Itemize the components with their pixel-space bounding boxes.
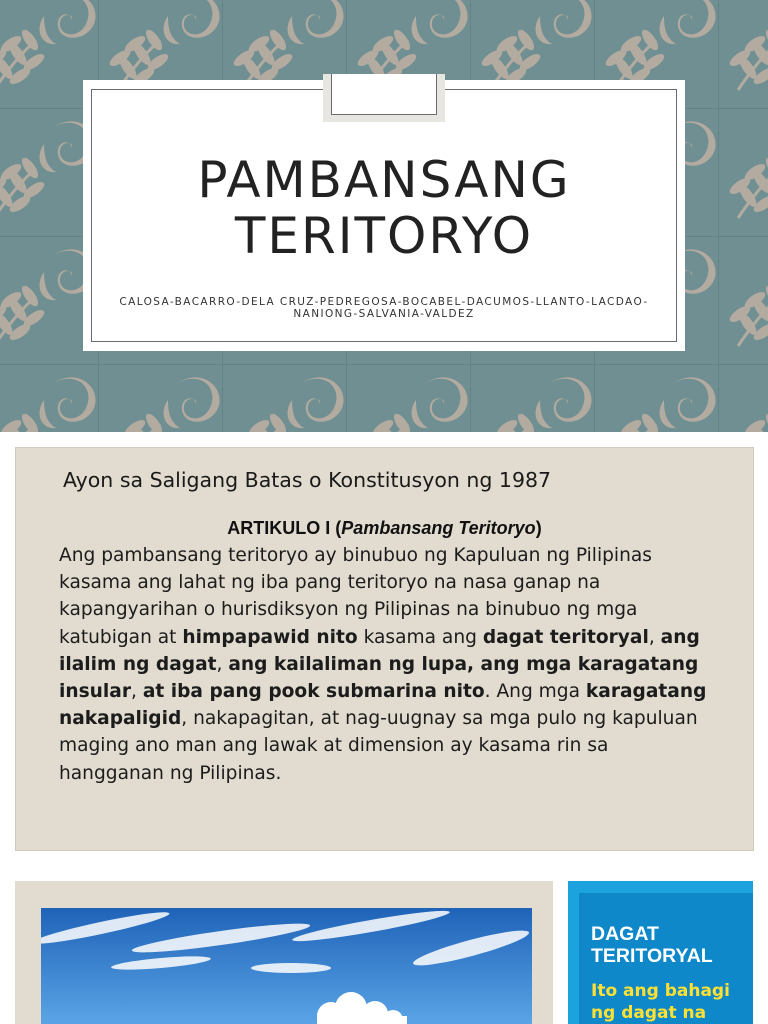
title-card-tab — [323, 74, 445, 122]
slide-title-line1: PAMBANSANG — [197, 151, 571, 209]
title-card-tab-inner — [331, 74, 437, 115]
article-body-bold-segment: ang kailaliman ng lupa, ang mga karagatang insular — [59, 653, 699, 703]
sky-clouds-image — [41, 908, 532, 1024]
constitution-slide — [15, 447, 754, 851]
dagat-teritoryal-text: Ito ang bahagi ng dagat na — [591, 981, 730, 1023]
article-title — [16, 518, 753, 539]
dagat-teritoryal-title — [591, 923, 751, 967]
dagat-teritoryal-title-line2: TERITORYAL — [591, 945, 713, 967]
authors-subtitle: CALOSA-BACARRO-DELA CRUZ-PEDREGOSA-BOCABEL-DACUMOS-LLANTO-LACDAO-NANIONG-SALVANIA-VALDEZ — [119, 296, 649, 320]
sky-photo — [41, 908, 532, 1024]
article-body-segment: , — [131, 681, 143, 703]
article-body-segment: kasama ang — [357, 626, 483, 648]
article-body-segment: , nakapagitan, at nag-uugnay sa mga pulo ng kapuluan maging ano man ang lawak at dimension ay kasama rin sa hangganan ng Pilipinas. — [59, 708, 698, 784]
article-body-bold-segment: himpapawid nito — [182, 626, 358, 648]
article-body-segment: Ang pambansang teritoryo ay binubuo ng Kapuluan ng Pilipinas kasama ang lahat ng iba pang teritoryo na nasa ganap na kapangyarihan o hurisdiksyon ng Pilipinas na binubuo ng mga katubigan at — [59, 545, 652, 648]
article-body-bold-segment: dagat teritoryal — [482, 626, 649, 648]
constitution-heading: Ayon sa Saligang Batas o Konstitusyon ng 1987 — [63, 468, 552, 492]
article-body-bold-segment: ang ilalim ng dagat — [59, 626, 700, 675]
article-body — [59, 542, 719, 787]
title-card — [83, 80, 685, 351]
article-label: ARTIKULO I ( — [227, 518, 342, 538]
slide-title-line2: TERITORYO — [234, 207, 534, 265]
article-body-bold-segment: karagatang nakapaligid — [59, 681, 707, 730]
article-label-end: ) — [535, 518, 542, 538]
slide-title — [83, 152, 685, 264]
article-body-segment: , — [648, 626, 661, 648]
title-slide — [0, 0, 768, 432]
article-body-segment: , — [216, 653, 229, 675]
dagat-teritoryal-panel — [579, 893, 753, 1024]
dagat-teritoryal-title-line1: DAGAT — [591, 923, 659, 945]
article-body-segment: . Ang mga — [484, 681, 586, 703]
article-label-italic: Pambansang Teritoryo — [341, 518, 536, 538]
photo-slide — [15, 881, 553, 1024]
dagat-teritoryal-slide — [568, 881, 753, 1024]
article-body-bold-segment: at iba pang pook submarina nito — [142, 681, 485, 703]
